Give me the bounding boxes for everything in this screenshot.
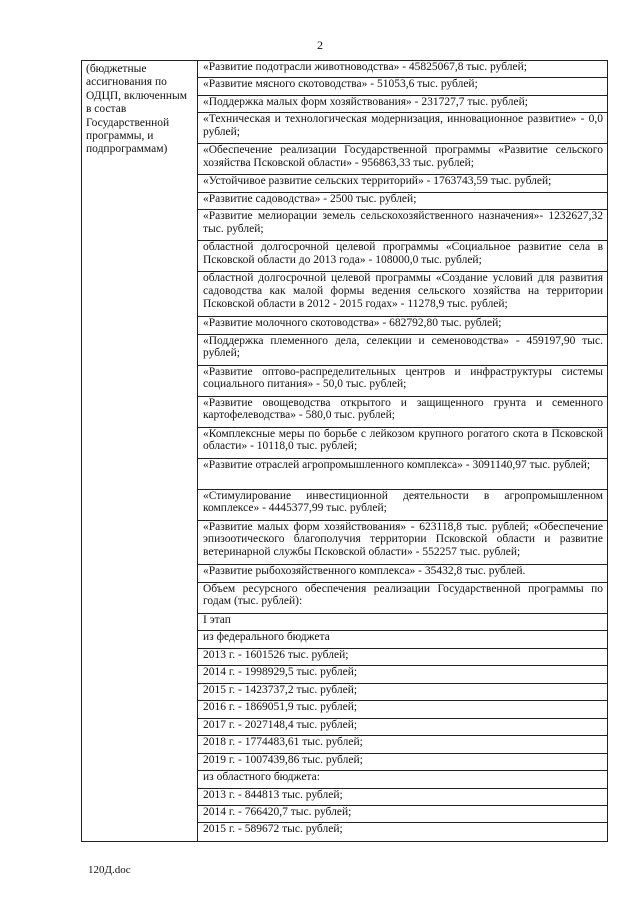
entry-row: «Техническая и технологическая модернизация, инновационное развитие» - 0,0 рублей; [198,113,607,144]
entry-row: 2013 г. - 844813 тыс. рублей; [198,789,607,806]
entry-row: из областного бюджета: [198,771,607,788]
entry-row: «Развитие молочного скотоводства» - 682792,80 тыс. рублей; [198,317,607,334]
entry-row: «Устойчивое развитие сельских территорий» - 1763743,59 тыс. рублей; [198,175,607,192]
entry-row: 2014 г. - 1998929,5 тыс. рублей; [198,666,607,683]
entry-row: областной долгосрочной целевой программы «Создание условий для развития садоводства как малой формы ведения сельского хозяйства на территории Псковской области в 2012 - 2015 годах» - 11278,9 тыс. рублей; [198,272,607,317]
entry-row: из федерального бюджета [198,631,607,648]
entry-row: «Развитие подотрасли животноводства» - 45825067,8 тыс. рублей; [198,61,607,78]
entry-row: «Развитие мелиорации земель сельскохозяйственного назначения»- 1232627,32 тыс. рублей; [198,210,607,241]
entry-row: 2013 г. - 1601526 тыс. рублей; [198,649,607,666]
entry-row: «Поддержка малых форм хозяйствования» - 231727,7 тыс. рублей; [198,96,607,113]
entry-row: «Развитие малых форм хозяйствования» - 623118,8 тыс. рублей; «Обеспечение эпизоотического благополучия территории Псковской области и развитие ветеринарной службы Псковской области» - 552257 тыс. рублей; [198,521,607,566]
entry-row: «Развитие рыбохозяйственного комплекса» - 35432,8 тыс. рублей. [198,565,607,582]
entry-row: 2014 г. - 766420,7 тыс. рублей; [198,806,607,823]
entry-row: 2017 г. - 2027148,4 тыс. рублей; [198,719,607,736]
entry-row: областной долгосрочной целевой программы «Социальное развитие села в Псковской области до 2013 года» - 108000,0 тыс. рублей; [198,241,607,272]
entry-row: «Развитие мясного скотоводства» - 51053,6 тыс. рублей; [198,78,607,95]
entry-row: I этап [198,614,607,631]
entry-row: «Комплексные меры по борьбе с лейкозом крупного рогатого скота в Псковской области» - 10118,0 тыс. рублей; [198,428,607,459]
entry-row: «Стимулирование инвестиционной деятельности в агропромышленном комплексе» - 4445377,99 тыс. рублей; [198,490,607,521]
entry-row: «Развитие садоводства» - 2500 тыс. рублей; [198,193,607,210]
entry-row: 2015 г. - 1423737,2 тыс. рублей; [198,684,607,701]
entry-row: 2018 г. - 1774483,61 тыс. рублей; [198,736,607,753]
entry-row: «Развитие овощеводства открытого и защищенного грунта и семенного картофелеводства» - 580,0 тыс. рублей; [198,397,607,428]
entry-row: 2015 г. - 589672 тыс. рублей; [203,823,343,836]
left-cell-label: (бюджетные ассигнования по ОДЦП, включенным в состав Государственной программы, и подпрограммам) [82,61,198,841]
entry-row: «Обеспечение реализации Государственной программы «Развитие сельского хозяйства Псковской области» - 956863,33 тыс. рублей; [198,144,607,175]
footer-filename: 120Д.doc [88,864,131,876]
page-number: 2 [317,38,323,52]
entry-row: «Развитие отраслей агропромышленного комплекса» - 3091140,97 тыс. рублей; [198,459,607,490]
entry-row: «Поддержка племенного дела, селекции и семеноводства» - 459197,90 тыс. рублей; [198,335,607,366]
entry-row: 2016 г. - 1869051,9 тыс. рублей; [198,701,607,718]
right-cell-entries [198,61,607,841]
entry-row: Объем ресурсного обеспечения реализации Государственной программы по годам (тыс. рублей): [198,583,607,614]
entry-row: 2019 г. - 1007439,86 тыс. рублей; [198,754,607,771]
entry-row: «Развитие оптово-распределительных центров и инфраструктуры системы социального питания» - 50,0 тыс. рублей; [198,366,607,397]
content-table [81,60,608,842]
